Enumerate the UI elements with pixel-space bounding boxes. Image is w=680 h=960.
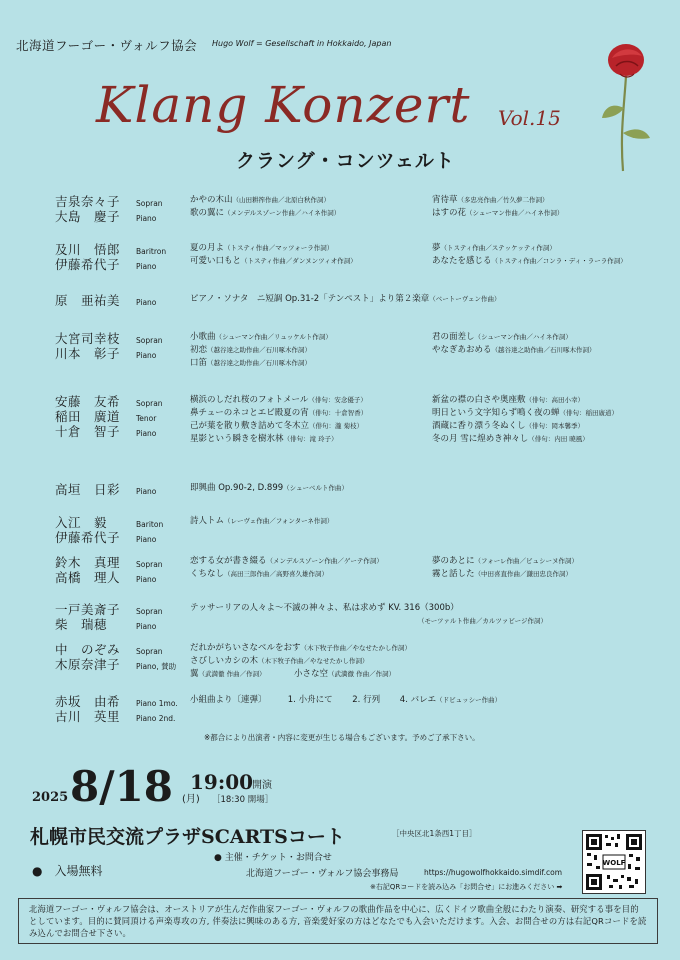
song-credit: （越谷達之助作曲／石川啄木作詞） xyxy=(491,346,596,354)
song-credit: （俳句：岡本馨季） xyxy=(525,422,585,430)
organization-name-en: Hugo Wolf = Gesellschaft in Hokkaido, Japan xyxy=(212,39,392,48)
song-title: ピアノ・ソナタ ニ短調 Op.31-2「テンペスト」より第２楽章 xyxy=(190,294,430,304)
song-title: さびしいカシの木 xyxy=(190,656,259,666)
performer-name: 古川 英里 xyxy=(55,709,121,724)
song-title: 酒蔵に香り漂う冬ぬくし xyxy=(432,421,526,431)
song-credit: （中田喜直作曲／鎌田忠良作詞） xyxy=(474,570,573,578)
song-credit: （ベートーヴェン作曲） xyxy=(429,295,501,303)
song-credit: （木下牧子作曲／やなせたかし作詞） xyxy=(300,644,412,652)
song-credit: （モーツァルト作曲／カルツァビージ作詞） xyxy=(418,617,547,625)
performer-part: Sopran xyxy=(136,560,163,569)
performer-names xyxy=(55,194,120,224)
song-title: 冬の月 雪に煌めき神々し xyxy=(432,434,529,444)
song-entry xyxy=(432,194,563,207)
qr-instruction: ※右記QRコードを読み込み「お問合せ」にお進みください ➡ xyxy=(370,883,563,891)
song-column xyxy=(432,394,618,446)
song-credit: （俳句：稲田廣道） xyxy=(559,409,619,417)
song-entry xyxy=(432,255,627,268)
song-title: 己が葉を散り敷き詰めて冬木立 xyxy=(190,421,310,431)
song-credit: （メンデルスゾーン作曲／ゲーテ作詞） xyxy=(266,557,383,565)
performer-parts xyxy=(136,331,163,361)
organization-name: 北海道フーゴー・ヴォルフ協会 xyxy=(16,38,198,53)
song-title: 新盆の襟の白さや奥座敷 xyxy=(432,395,526,405)
song-entry xyxy=(190,331,332,344)
performer-part: Piano xyxy=(136,575,157,584)
performer-part: Piano xyxy=(136,622,157,631)
song-title: テッサーリアの人々よ～不滅の神々よ、私は求めず KV. 316（300b） xyxy=(190,603,459,613)
volume-label: Vol.15 xyxy=(498,106,561,130)
song-title: 小組曲より〔連弾〕 1. 小舟にて 2. 行列 4. バレエ xyxy=(190,695,437,705)
song-entry xyxy=(432,207,563,220)
song-entry xyxy=(432,394,618,407)
song-column xyxy=(432,242,627,268)
song-credit: （武満徹 作曲／作詞） xyxy=(198,670,266,678)
rose-illustration xyxy=(590,38,660,173)
performer-name: 入江 毅 xyxy=(55,515,108,530)
song-entry xyxy=(190,602,547,615)
song-column xyxy=(190,331,332,370)
song-entry xyxy=(190,433,367,446)
song-credit: （武満徹 作曲／作詞） xyxy=(328,670,396,678)
performer-parts xyxy=(136,694,178,724)
song-column xyxy=(190,242,357,268)
song-column xyxy=(190,515,333,528)
song-title: 恋する女が書き綴る xyxy=(190,556,267,566)
performer-part: Piano xyxy=(136,351,157,360)
song-title: 口笛 xyxy=(190,358,208,368)
song-title: 夢 xyxy=(432,243,441,253)
song-credit: （シューマン作曲／リュッケルト作詞） xyxy=(215,333,332,341)
performer-parts xyxy=(136,555,163,585)
song-credit: （レーヴェ作曲／フォンターネ作詞） xyxy=(224,517,334,525)
contact-organization: 北海道フーゴー・ヴォルフ協会事務局 xyxy=(246,869,399,879)
performer-name: 伊藤希代子 xyxy=(55,257,121,272)
performer-name: 中 のぞみ xyxy=(55,642,121,657)
song-entry xyxy=(432,242,627,255)
performer-names xyxy=(55,242,120,272)
song-column xyxy=(190,555,383,581)
song-credit: （トスティ作曲／マッツォーラ作詞） xyxy=(224,244,334,252)
performer-name: 稲田 廣道 xyxy=(55,409,121,424)
performer-names xyxy=(55,555,120,585)
performer-name: 吉泉奈々子 xyxy=(55,194,121,209)
song-credit: （俳句：瀧 菊枝） xyxy=(309,422,364,430)
song-title: 霧と話した xyxy=(432,569,475,579)
song-entry xyxy=(432,433,618,446)
performer-name: 安藤 友希 xyxy=(55,394,121,409)
event-year: 2025 xyxy=(32,790,69,805)
song-credit: （多忠亮作曲／竹久夢二作詞） xyxy=(457,196,549,204)
event-door-open: ［18:30 開場］ xyxy=(212,795,274,805)
performer-part: Piano xyxy=(136,487,157,496)
event-start-label: 開演 xyxy=(252,780,272,791)
song-column xyxy=(190,482,348,495)
song-title: 星影という瞬きを樹氷林 xyxy=(190,434,284,444)
venue-address: ［中央区北1条西1丁目］ xyxy=(392,829,477,838)
song-entry xyxy=(432,555,578,568)
song-title: 横浜のしだれ桜のフォトメール xyxy=(190,395,309,405)
performer-parts xyxy=(136,242,166,272)
performer-part: Sopran xyxy=(136,336,163,345)
song-title: 初恋 xyxy=(190,345,208,355)
song-title: やなぎあおめる xyxy=(432,345,492,355)
performer-part: Tenor xyxy=(136,414,157,423)
performer-part: Sopran xyxy=(136,399,163,408)
performer-name: 伊藤希代子 xyxy=(55,530,121,545)
performer-name: 大島 慶子 xyxy=(55,209,121,224)
song-column xyxy=(190,602,547,628)
song-entry xyxy=(432,407,618,420)
song-title: 小歌曲 xyxy=(190,332,216,342)
song-entry xyxy=(190,482,348,495)
song-credit: （俳句：安念優子） xyxy=(308,396,367,404)
song-title: 可愛い口もと xyxy=(190,256,242,266)
event-date: 8/18 xyxy=(70,762,174,811)
performer-name: 大宮司幸枝 xyxy=(55,331,121,346)
qr-center-label: WOLF xyxy=(602,859,626,867)
performer-part: Piano xyxy=(136,535,157,544)
song-entry xyxy=(190,293,501,306)
footer-description: 北海道フーゴー・ヴォルフ協会は、オーストリアが生んだ作曲家フーゴー・ヴォルフの歌曲作品を中心に、広くドイツ歌曲全般にわたり演奏、研究する事を目的としています。目的に賛同頂ける声楽専攻の方, 伴奏法に興味のある方, 音楽愛好家の方はどなたでも入会いただけます。入会、お問合せの方は右記QRコードを読み込んでお問合せ下さい。 xyxy=(18,898,658,944)
performer-names xyxy=(55,642,120,672)
concert-subtitle: クラング・コンツェルト xyxy=(236,150,455,172)
song-entry xyxy=(190,615,547,628)
performer-names xyxy=(55,394,120,439)
performer-parts xyxy=(136,394,163,439)
performer-part: Piano, 賛助 xyxy=(136,662,177,671)
qr-code[interactable] xyxy=(582,830,646,894)
admission-free: ● 入場無料 xyxy=(32,864,103,878)
performer-name: 原 亜祐美 xyxy=(55,293,121,308)
song-title: 歌の翼に xyxy=(190,208,225,218)
performer-name: 川本 彰子 xyxy=(55,346,121,361)
song-credit: （フォーレ作曲／ビュシーヌ作詞） xyxy=(474,557,579,565)
song-title: かやの木山 xyxy=(190,195,233,205)
song-credit: （山田耕筰作曲／北原白秋作詞） xyxy=(232,196,331,204)
song-column xyxy=(432,194,563,220)
performer-parts xyxy=(136,515,163,545)
song-entry xyxy=(190,515,333,528)
song-entry xyxy=(190,194,340,207)
song-column xyxy=(190,293,501,306)
performer-name: 木原奈津子 xyxy=(55,657,121,672)
contact-label: ● 主催・チケット・お問合せ xyxy=(214,853,332,863)
performer-name: 高橋 理人 xyxy=(55,570,121,585)
song-credit: （木下牧子作曲／やなせたかし作詞） xyxy=(258,657,369,665)
song-credit: （メンデルスゾーン作曲／ハイネ作詞） xyxy=(224,209,341,217)
performer-parts xyxy=(136,642,176,672)
performer-name: 高垣 日彩 xyxy=(55,482,121,497)
song-credit: （シューベルト作曲） xyxy=(283,484,349,492)
song-entry xyxy=(190,555,383,568)
song-credit: （俳句：滝 玲子） xyxy=(283,435,338,443)
performer-part: Bariton xyxy=(136,520,164,529)
performer-names xyxy=(55,293,120,308)
performer-names xyxy=(55,602,120,632)
performer-parts xyxy=(136,194,163,224)
song-column xyxy=(432,331,596,357)
song-column xyxy=(190,394,367,446)
song-title: 翼 xyxy=(190,669,199,679)
performer-part: Piano xyxy=(136,429,157,438)
song-column xyxy=(432,555,578,581)
concert-title: Klang Konzert xyxy=(96,76,471,134)
performer-part: Piano xyxy=(136,214,157,223)
song-credit: （シューマン作曲／ハイネ作詞） xyxy=(474,333,572,341)
song-title: だれかがちいさなベルをおす xyxy=(190,643,301,653)
performer-part: Sopran xyxy=(136,199,163,208)
performer-names xyxy=(55,694,120,724)
song-title: 夢のあとに xyxy=(432,556,475,566)
event-start-time: 19:00 xyxy=(190,770,254,794)
song-column xyxy=(190,194,340,220)
performer-name: 及川 悟郎 xyxy=(55,242,121,257)
song-credit: （トスティ作曲／コンラ・ディ・ラーラ作詞） xyxy=(491,257,627,265)
song-credit: （シューマン作曲／ハイネ作詞） xyxy=(466,209,564,217)
performer-part: Piano 1mo. xyxy=(136,699,178,708)
performer-part: Baritron xyxy=(136,247,167,256)
song-entry xyxy=(432,420,618,433)
song-entry xyxy=(190,568,383,581)
song-credit: （俳句：十倉智香） xyxy=(308,409,368,417)
song-entry xyxy=(190,394,367,407)
song-entry xyxy=(190,694,501,707)
song-title: 君の面差し xyxy=(432,332,475,342)
song-title: 詩人トム xyxy=(190,516,225,526)
song-title: あなたを感じる xyxy=(432,256,492,266)
song-entry xyxy=(294,668,395,681)
performer-name: 鈴木 真理 xyxy=(55,555,121,570)
song-title: 宵待草 xyxy=(432,195,458,205)
song-entry xyxy=(190,357,332,370)
performer-part: Piano 2nd. xyxy=(136,714,176,723)
song-entry xyxy=(190,255,357,268)
performer-names xyxy=(55,331,120,361)
song-entry xyxy=(190,420,367,433)
change-notice: ※都合により出演者・内容に変更が生じる場合もございます。予めご了承下さい。 xyxy=(204,733,480,742)
performer-names xyxy=(55,515,120,545)
performer-names xyxy=(55,482,120,497)
song-entry xyxy=(432,331,596,344)
performer-name: 柴 瑞穂 xyxy=(55,617,108,632)
song-title: 小さな空 xyxy=(294,669,329,679)
song-entry xyxy=(190,655,411,668)
song-entry xyxy=(190,407,367,420)
performer-name: 一戸美斎子 xyxy=(55,602,121,617)
song-title: はすの花 xyxy=(432,208,467,218)
contact-url-link[interactable]: https://hugowolfhokkaido.simdif.com xyxy=(424,868,563,877)
song-column xyxy=(190,694,501,707)
song-credit: （越谷達之助作曲／石川啄木作詞） xyxy=(207,359,312,367)
song-credit: （ドビュッシー作曲） xyxy=(436,696,502,704)
performer-parts xyxy=(136,602,163,632)
song-entry xyxy=(432,344,596,357)
performer-part: Piano xyxy=(136,262,157,271)
venue-name: 札幌市民交流プラザSCARTSコート xyxy=(30,826,345,848)
song-credit: （俳句：高田小幸） xyxy=(525,396,585,404)
song-entry xyxy=(190,242,357,255)
song-credit: （俳句：内田 暁風） xyxy=(528,435,589,443)
song-entry xyxy=(190,344,332,357)
song-title: くちなし xyxy=(190,569,225,579)
song-entry xyxy=(190,642,411,655)
performer-parts xyxy=(136,293,156,308)
song-entry xyxy=(432,568,578,581)
performer-part: Sopran xyxy=(136,607,163,616)
song-title: 鼻チューのネコとエビ殿夏の宵 xyxy=(190,408,309,418)
song-entry xyxy=(190,207,340,220)
song-credit: （トスティ作曲／ステッケッティ作詞） xyxy=(440,244,556,252)
song-title: 明日という文字知らず鳴く夜の蝉 xyxy=(432,408,560,418)
performer-name: 十倉 智子 xyxy=(55,424,121,439)
performer-parts xyxy=(136,482,156,497)
song-title: 夏の月よ xyxy=(190,243,225,253)
event-day-of-week: (月) xyxy=(182,794,200,805)
performer-name: 赤坂 由希 xyxy=(55,694,121,709)
song-credit: （高田三郎作曲／高野喜久雄作詞） xyxy=(224,570,329,578)
song-credit: （越谷達之助作曲／石川啄木作詞） xyxy=(207,346,312,354)
song-credit: （トスティ作曲／ダンヌンツィオ作詞） xyxy=(241,257,357,265)
song-title: 即興曲 Op.90-2, D.899 xyxy=(190,483,284,493)
performer-part: Sopran xyxy=(136,647,163,656)
performer-part: Piano xyxy=(136,298,157,307)
